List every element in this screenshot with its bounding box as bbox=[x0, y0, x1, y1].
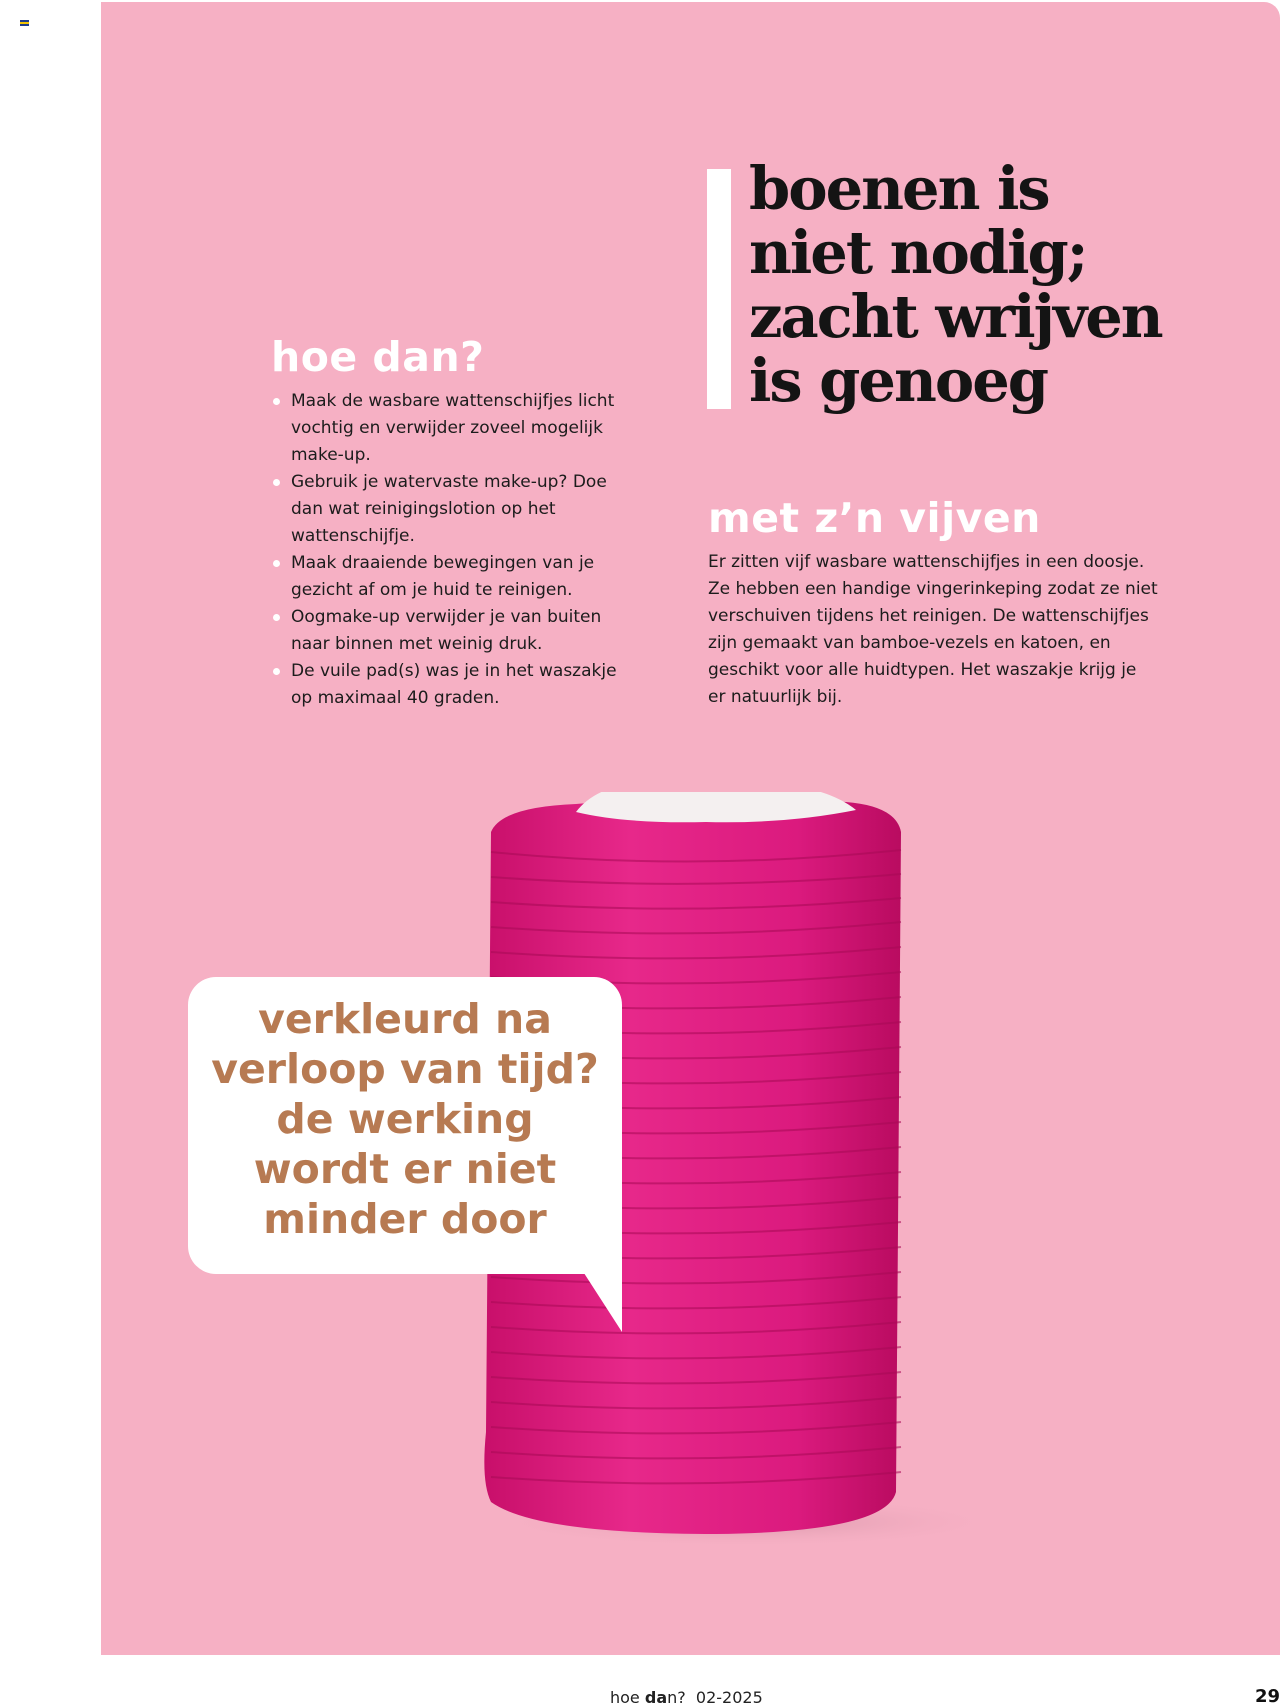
quote-bar bbox=[707, 169, 731, 409]
bullet-icon bbox=[273, 668, 280, 675]
bubble-line: verkleurd na bbox=[258, 995, 552, 1043]
howto-title: hoe dan? bbox=[271, 333, 485, 381]
list-item bbox=[271, 550, 631, 604]
pull-quote-line: niet nodig; bbox=[749, 218, 1087, 287]
bubble-line: verloop van tijd? bbox=[211, 1045, 599, 1093]
bullet-icon bbox=[273, 398, 280, 405]
bubble-line: wordt er niet bbox=[253, 1145, 557, 1193]
list-item bbox=[271, 658, 631, 712]
list-item bbox=[271, 388, 631, 469]
magazine-page bbox=[101, 2, 1280, 1655]
step-text: De vuile pad(s) was je in het waszakje op maximaal 40 graden. bbox=[291, 661, 617, 708]
pull-quote-line: boenen is bbox=[749, 154, 1049, 223]
bubble-line: minder door bbox=[263, 1195, 547, 1243]
bullet-icon bbox=[273, 614, 280, 621]
footer-brand-pre: hoe bbox=[610, 1688, 645, 1707]
speech-bubble-tail bbox=[582, 1270, 622, 1332]
bubble-line: de werking bbox=[276, 1095, 534, 1143]
step-text: Gebruik je watervaste make-up? Doe dan wat reinigingslotion op het wattenschijfje. bbox=[291, 472, 607, 546]
list-item bbox=[271, 604, 631, 658]
pull-quote bbox=[749, 154, 1249, 415]
bullet-icon bbox=[273, 479, 280, 486]
vijven-title: met z’n vijven bbox=[708, 494, 1041, 542]
howto-steps bbox=[271, 388, 631, 712]
language-flag-icon bbox=[20, 20, 29, 26]
step-text: Maak de wasbare wattenschijfjes licht vochtig en verwijder zoveel mogelijk make-up. bbox=[291, 391, 615, 465]
page-number: 29 bbox=[1254, 1686, 1280, 1707]
footer-issue: 02-2025 bbox=[695, 1688, 763, 1707]
bullet-icon bbox=[273, 560, 280, 567]
footer-brand-bold: da bbox=[644, 1688, 668, 1707]
pull-quote-line: zacht wrijven bbox=[749, 282, 1162, 351]
step-text: Maak draaiende bewegingen van je gezicht af om je huid te reinigen. bbox=[291, 553, 595, 600]
step-text: Oogmake-up verwijder je van buiten naar binnen met weinig druk. bbox=[291, 607, 602, 654]
footer-brand-post: n? bbox=[667, 1688, 686, 1707]
pull-quote-line: is genoeg bbox=[749, 346, 1048, 415]
list-item bbox=[271, 469, 631, 550]
vijven-text: Er zitten vijf wasbare wattenschijfjes in een doosje. Ze hebben een handige vingerinkeping zodat ze niet verschuiven tijdens het reinigen. De wattenschijfjes zijn gemaakt van bamboe-vezels en katoen, en geschikt voor alle huidtypen. Het waszakje krijg je er natuurlijk bij. bbox=[708, 552, 1158, 707]
footer-brand bbox=[610, 1688, 763, 1707]
speech-bubble-text bbox=[188, 994, 622, 1244]
